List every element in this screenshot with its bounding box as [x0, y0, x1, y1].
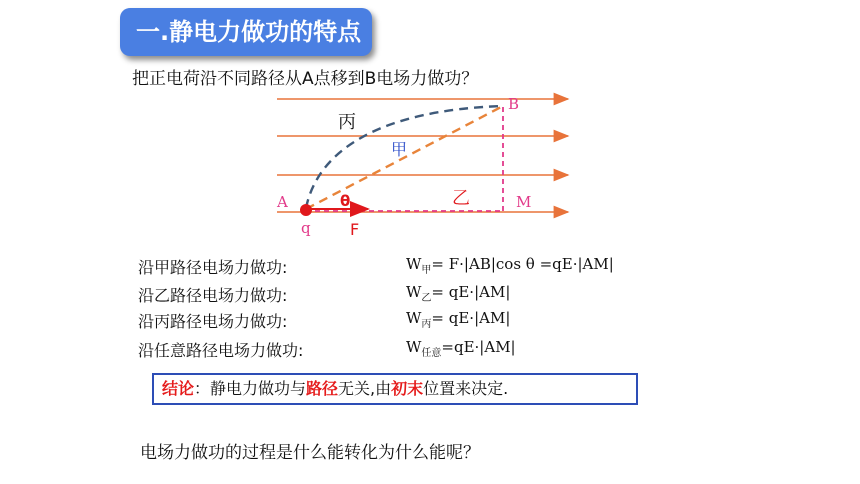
label-yi: 乙 [452, 188, 470, 209]
row-jia-label: 沿甲路径电场力做功: [138, 258, 288, 277]
label-M: M [516, 193, 532, 211]
w-subscript: 丙 [421, 319, 432, 330]
conclusion-text-3: 位置来决定. [423, 379, 509, 398]
w-expression: = qE·|AM| [431, 283, 511, 301]
w-subscript: 甲 [421, 265, 432, 276]
conclusion-highlight-endpoints: 初末 [391, 379, 424, 398]
conclusion-text-1: ：静电力做功与 [194, 379, 307, 398]
label-q: q [301, 219, 311, 237]
charge-q [300, 204, 312, 216]
w-symbol: W [406, 255, 422, 273]
label-theta: θ [340, 192, 351, 210]
row-any-label: 沿任意路径电场力做功: [138, 341, 304, 360]
section-title: 一.静电力做功的特点 [120, 8, 372, 56]
row-jia-formula [406, 255, 614, 276]
row-bing-formula [406, 309, 510, 330]
w-expression: =qE·|AM| [441, 338, 516, 356]
label-B: B [508, 95, 520, 113]
question-text: 把正电荷沿不同路径从A点移到B电场力做功？ [132, 69, 479, 89]
w-subscript: 乙 [421, 293, 432, 304]
label-F: F [350, 220, 360, 239]
row-any-formula [406, 338, 516, 359]
w-expression: = qE·|AM| [431, 309, 511, 327]
conclusion-highlight-path: 路径 [306, 379, 339, 398]
w-subscript: 任意 [421, 348, 442, 359]
label-A: A [277, 193, 288, 211]
conclusion-text-2: 无关,由 [338, 379, 392, 398]
label-jia: 甲 [391, 140, 408, 159]
w-expression: = F·|AB|cos θ =qE·|AM| [431, 255, 614, 273]
w-symbol: W [406, 309, 422, 327]
row-yi-label: 沿乙路径电场力做功: [138, 286, 288, 305]
row-yi-formula [406, 283, 510, 304]
w-symbol: W [406, 338, 422, 356]
w-symbol: W [406, 283, 422, 301]
final-question: 电场力做功的过程是什么能转化为什么能呢？ [140, 443, 480, 463]
conclusion-box [152, 373, 638, 405]
label-bing: 丙 [338, 112, 356, 133]
conclusion-head: 结论 [162, 379, 195, 398]
row-bing-label: 沿丙路径电场力做功: [138, 312, 288, 331]
